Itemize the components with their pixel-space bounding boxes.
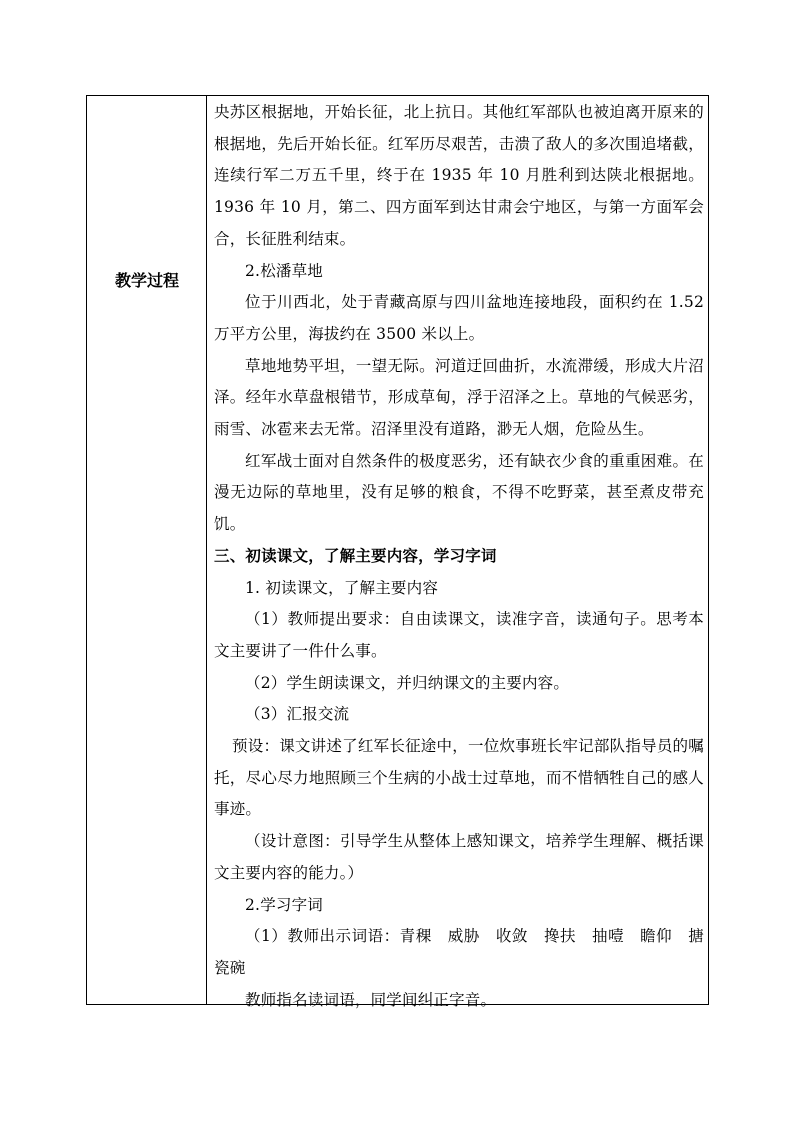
vocabulary-word: 青稞 bbox=[399, 927, 432, 946]
vocabulary-word: 瞻仰 bbox=[640, 927, 673, 946]
paragraph-soldiers: 红军战士面对自然条件的极度恶劣，还有缺衣少食的重重困难。在漫无边际的草地里，没有足够的粮食，不得不吃野菜，甚至煮皮带充饥。 bbox=[214, 451, 704, 534]
row-label-cell bbox=[87, 96, 207, 1004]
vocabulary-intro: （1）教师出示词语： bbox=[245, 927, 400, 946]
paragraph-vocabulary-list bbox=[214, 921, 704, 984]
paragraph-terrain: 草地地势平坦，一望无际。河道迂回曲折，水流滞缓，形成大片沼泽。经年水草盘根错节，形成草甸，浮于沼泽之上。草地的气候恶劣，雨雪、冰雹来去无常。沼泽里没有道路，渺无人烟，危险丛生。 bbox=[214, 356, 704, 439]
paragraph-design-intent: （设计意图：引导学生从整体上感知课文，培养学生理解、概括课文主要内容的能力。） bbox=[214, 832, 704, 882]
content-cell bbox=[214, 96, 704, 1016]
paragraph-step-1: （1）教师提出要求：自由读课文，读准字音，读通句子。思考本文主要讲了一件什么事。 bbox=[214, 610, 704, 660]
vocabulary-word: 抽噎 bbox=[592, 927, 625, 946]
paragraph-location: 位于川西北，处于青藏高原与四川盆地连接地段，面积约在 1.52 万平方公里，海拔约在 3500 米以上。 bbox=[214, 293, 704, 343]
paragraph-intro: 央苏区根据地，开始长征，北上抗日。其他红军部队也被迫离开原来的根据地，先后开始长征。红军历尽艰苦，击溃了敌人的多次围追堵截，连续行军二万五千里，终于在 1935 年 10 月胜利到达陕北根据地。1936 年 10 月，第二、四方面军到达甘肃会宁地区，与第一方面军会合，长征胜利结束。 bbox=[214, 103, 704, 248]
vocabulary-word: 搀扶 bbox=[543, 927, 577, 946]
paragraph-step-2: （2）学生朗读课文，并归纳课文的主要内容。 bbox=[245, 673, 570, 692]
heading-vocabulary: 2.学习字词 bbox=[245, 895, 323, 914]
paragraph-vocabulary-reading: 教师指名读词语，同学间纠正字音。 bbox=[245, 990, 497, 1009]
vocabulary-word: 威胁 bbox=[447, 927, 480, 946]
heading-grassland: 2.松潘草地 bbox=[245, 261, 323, 280]
lesson-table bbox=[86, 95, 709, 1009]
vocabulary-word: 搪瓷碗 bbox=[214, 927, 704, 977]
row-label: 教学过程 bbox=[114, 271, 179, 290]
heading-section-3: 三、初读课文，了解主要内容，学习字词 bbox=[214, 546, 497, 565]
paragraph-preset: 预设：课文讲述了红军长征途中，一位炊事班长牢记部队指导员的嘱托，尽心尽力地照顾三个生病的小战士过草地，而不惜牺牲自己的感人事迹。 bbox=[214, 737, 704, 819]
heading-first-reading: 1. 初读课文，了解主要内容 bbox=[245, 578, 439, 597]
paragraph-step-3: （3）汇报交流 bbox=[245, 705, 350, 724]
vocabulary-word: 收敛 bbox=[495, 927, 528, 946]
